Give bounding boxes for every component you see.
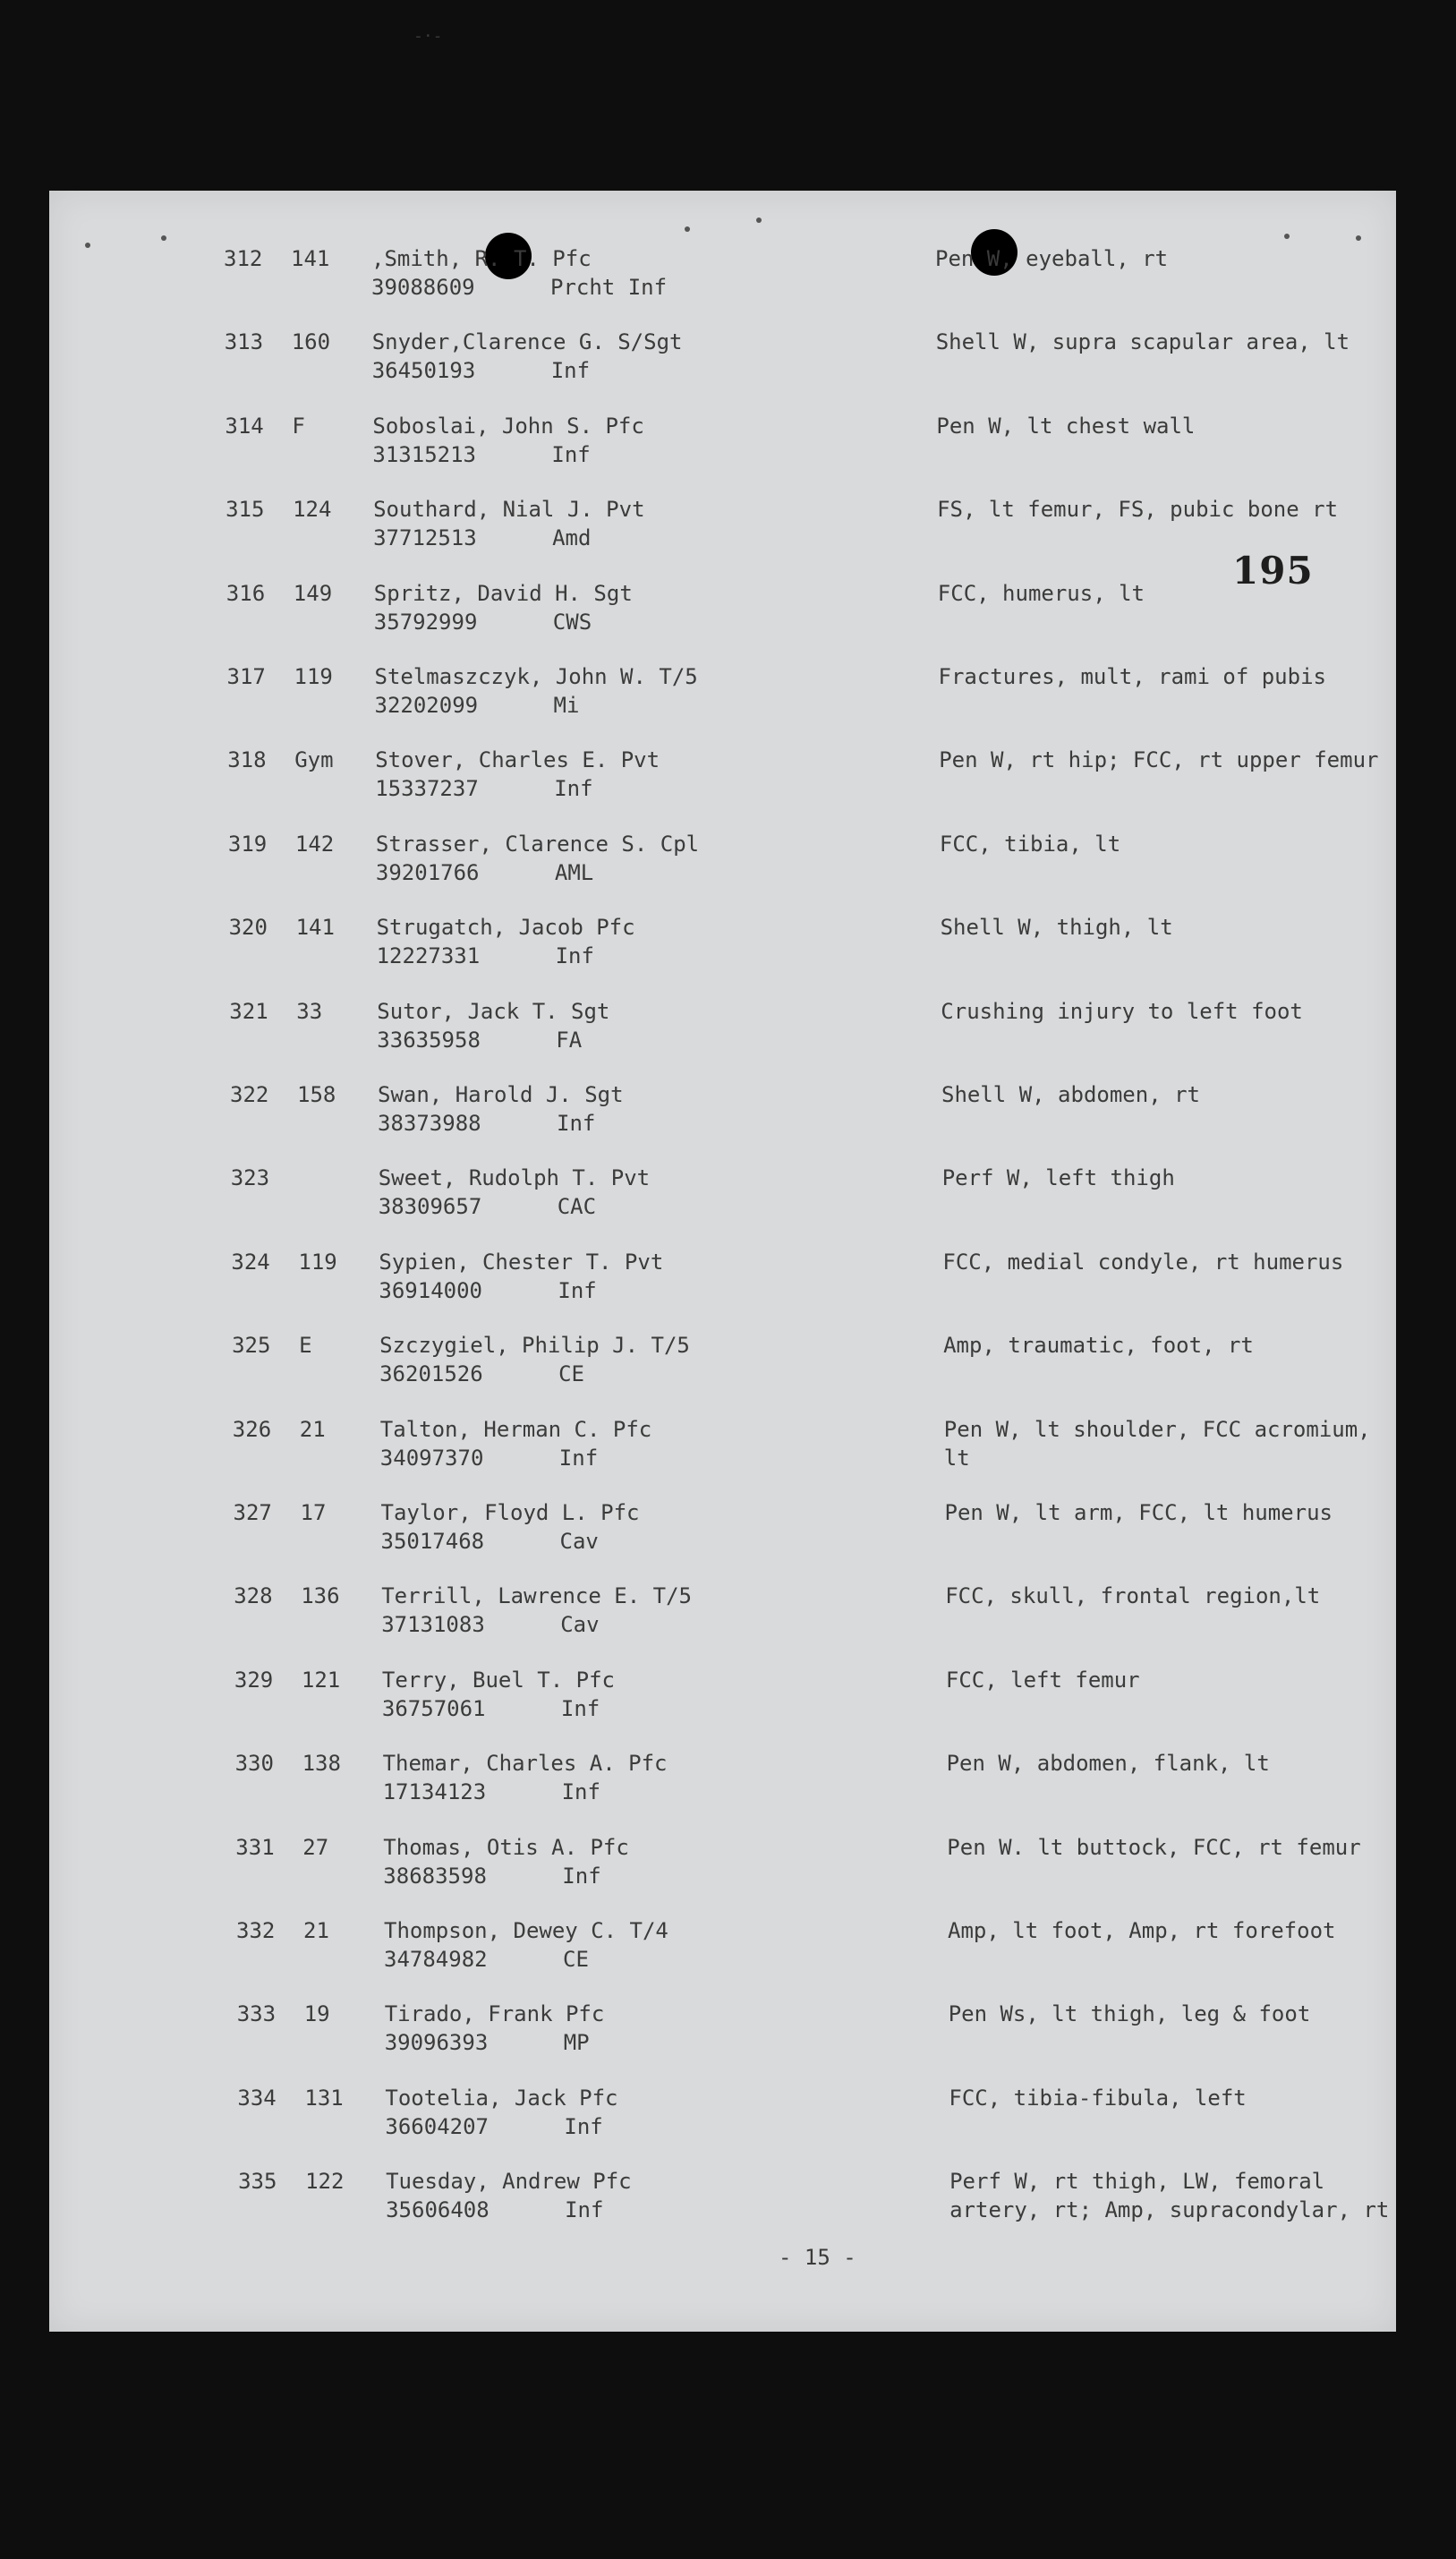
- record-branch: Inf: [557, 1111, 596, 1136]
- record-row: [55, 1080, 1402, 1163]
- record-sequence-number: 325: [232, 1333, 271, 1359]
- record-serial-number: 34097370: [379, 1445, 484, 1471]
- record-branch: FA: [556, 1027, 583, 1053]
- record-serial-number: 32202099: [374, 693, 479, 718]
- record-row: [50, 328, 1397, 410]
- record-diagnosis: FCC, left femur: [945, 1667, 1140, 1693]
- record-name: Tirado, Frank Pfc: [384, 2001, 605, 2027]
- record-diagnosis: FCC, medial condyle, rt humerus: [942, 1249, 1344, 1275]
- record-ward: 158: [297, 1082, 336, 1107]
- record-ward: 149: [293, 580, 333, 606]
- record-sequence-number: 330: [234, 1751, 274, 1777]
- record-row: [63, 2084, 1409, 2166]
- page-number: - 15 -: [779, 2245, 856, 2270]
- record-diagnosis: Fractures, mult, rami of pubis: [938, 664, 1326, 689]
- record-serial-number: 36201526: [379, 1361, 483, 1387]
- record-name: Stover, Charles E. Pvt: [375, 747, 660, 773]
- record-sequence-number: 320: [228, 915, 268, 941]
- record-name: Talton, Herman C. Pfc: [379, 1416, 652, 1442]
- record-ward: E: [299, 1333, 312, 1359]
- record-diagnosis: Pen W, lt arm, FCC, lt humerus: [944, 1500, 1333, 1525]
- record-diagnosis: Amp, lt foot, Amp, rt forefoot: [948, 1918, 1336, 1943]
- record-name: Terry, Buel T. Pfc: [381, 1667, 615, 1693]
- record-row: [58, 1415, 1405, 1497]
- document-sheet: [49, 191, 1396, 2332]
- record-branch: Inf: [558, 1277, 597, 1303]
- film-edge-mark: -·-: [413, 27, 443, 46]
- record-serial-number: 39096393: [384, 2030, 489, 2056]
- record-sequence-number: 335: [238, 2169, 277, 2195]
- speck: [1284, 234, 1290, 239]
- speck: [756, 218, 762, 223]
- record-branch: MP: [563, 2030, 590, 2056]
- record-ward: 17: [300, 1500, 327, 1525]
- record-sequence-number: 329: [234, 1667, 274, 1693]
- record-name: Taylor, Floyd L. Pfc: [380, 1500, 640, 1525]
- record-name: Tuesday, Andrew Pfc: [386, 2169, 632, 2195]
- record-ward: 21: [299, 1416, 326, 1442]
- record-row: [57, 1331, 1404, 1413]
- record-sequence-number: 321: [229, 998, 268, 1024]
- record-serial-number: 39201766: [375, 859, 480, 885]
- record-branch: Inf: [562, 1863, 601, 1889]
- record-sequence-number: 333: [236, 2001, 277, 2027]
- record-name: Thomas, Otis A. Pfc: [383, 1834, 629, 1860]
- record-serial-number: 38373988: [378, 1111, 481, 1136]
- record-row: [55, 997, 1401, 1079]
- record-diagnosis: Shell W, thigh, lt: [940, 915, 1173, 941]
- record-sequence-number: 324: [231, 1249, 270, 1275]
- record-ward: 19: [303, 2001, 330, 2027]
- record-sequence-number: 328: [234, 1583, 273, 1609]
- record-row: [54, 830, 1401, 912]
- record-diagnosis: Perf W, rt thigh, LW, femoral artery, rt; Amp, supracondylar, rt: [949, 2169, 1390, 2223]
- record-sequence-number: 327: [233, 1500, 272, 1525]
- record-diagnosis: FCC, tibia, lt: [939, 831, 1121, 857]
- record-name: Strasser, Clarence S. Cpl: [375, 831, 700, 857]
- record-ward: 138: [302, 1751, 341, 1777]
- record-row: [61, 1749, 1408, 1831]
- record-name: Sweet, Rudolph T. Pvt: [378, 1165, 651, 1191]
- record-serial-number: 38309657: [378, 1194, 482, 1220]
- record-ward: 33: [296, 998, 323, 1024]
- record-sequence-number: 315: [226, 497, 265, 523]
- record-name: Sypien, Chester T. Pvt: [379, 1249, 664, 1275]
- record-diagnosis: FCC, tibia-fibula, left: [949, 2085, 1247, 2111]
- record-sequence-number: 314: [225, 413, 264, 439]
- record-row: [53, 746, 1400, 828]
- speck: [685, 226, 690, 232]
- record-diagnosis: FCC, humerus, lt: [937, 580, 1145, 606]
- record-ward: 121: [301, 1667, 341, 1693]
- record-branch: Cav: [559, 1529, 599, 1554]
- record-ward: F: [292, 413, 305, 439]
- record-ward: 141: [291, 246, 330, 271]
- record-diagnosis: Pen W. lt buttock, FCC, rt femur: [947, 1834, 1361, 1860]
- record-diagnosis: Pen W, eyeball, rt: [935, 246, 1169, 271]
- record-name: Tootelia, Jack Pfc: [385, 2085, 618, 2111]
- record-sequence-number: 331: [235, 1834, 275, 1860]
- record-sequence-number: 334: [237, 2085, 277, 2111]
- record-name: Thompson, Dewey C. T/4: [384, 1918, 668, 1943]
- record-row: [63, 2000, 1409, 2082]
- record-name: Szczygiel, Philip J. T/5: [379, 1333, 690, 1359]
- record-row: [61, 1833, 1408, 1915]
- record-sequence-number: 317: [226, 664, 266, 689]
- record-serial-number: 35606408: [386, 2197, 490, 2223]
- record-diagnosis: Pen W, abdomen, flank, lt: [946, 1751, 1270, 1777]
- record-diagnosis: Pen Ws, lt thigh, leg & foot: [948, 2001, 1311, 2027]
- record-branch: Inf: [551, 441, 591, 467]
- record-serial-number: 38683598: [383, 1863, 487, 1889]
- record-branch: AML: [554, 859, 594, 885]
- record-sequence-number: 313: [224, 329, 264, 355]
- record-row: [53, 662, 1400, 745]
- record-row: [55, 913, 1401, 995]
- record-row: [49, 244, 1396, 327]
- record-branch: Inf: [565, 2197, 604, 2223]
- record-serial-number: 33635958: [377, 1027, 481, 1053]
- record-sequence-number: 326: [232, 1416, 272, 1442]
- record-ward: 119: [294, 664, 333, 689]
- record-row: [56, 1164, 1403, 1246]
- record-serial-number: 37131083: [381, 1612, 485, 1638]
- record-name: Southard, Nial J. Pvt: [373, 497, 645, 523]
- record-name: Stelmaszczyk, John W. T/5: [374, 664, 698, 689]
- record-row: [64, 2167, 1410, 2249]
- record-serial-number: 35017468: [380, 1529, 485, 1554]
- record-sequence-number: 312: [224, 246, 263, 271]
- record-diagnosis: FS, lt femur, FS, pubic bone rt: [937, 497, 1339, 523]
- record-diagnosis: Pen W, rt hip; FCC, rt upper femur: [939, 747, 1379, 773]
- record-branch: Inf: [564, 2113, 603, 2139]
- record-branch: Inf: [561, 1779, 600, 1805]
- record-row: [50, 412, 1397, 494]
- record-sequence-number: 332: [236, 1918, 276, 1943]
- record-ward: 119: [298, 1249, 337, 1275]
- record-serial-number: 36450193: [371, 358, 476, 384]
- record-ward: 141: [295, 915, 335, 941]
- record-ward: 131: [304, 2085, 344, 2111]
- record-branch: CE: [563, 1947, 589, 1972]
- record-ward: 21: [303, 1918, 329, 1943]
- record-serial-number: 31315213: [372, 441, 476, 467]
- record-ward: 122: [305, 2169, 345, 2195]
- record-ward: Gym: [294, 747, 334, 773]
- record-name: Sutor, Jack T. Sgt: [377, 998, 610, 1024]
- record-name: ,Smith, R. T. Pfc: [371, 246, 592, 271]
- record-branch: Inf: [555, 943, 594, 969]
- record-branch: Inf: [560, 1695, 600, 1721]
- record-row: [60, 1666, 1407, 1748]
- record-name: Themar, Charles A. Pfc: [382, 1751, 668, 1777]
- record-diagnosis: Perf W, left thigh: [941, 1165, 1175, 1191]
- record-row: [56, 1248, 1403, 1330]
- record-sequence-number: 316: [226, 580, 266, 606]
- record-diagnosis: Shell W, supra scapular area, lt: [935, 329, 1350, 355]
- record-sequence-number: 322: [230, 1082, 269, 1107]
- record-branch: Amd: [552, 525, 592, 551]
- record-name: Swan, Harold J. Sgt: [378, 1082, 624, 1107]
- record-branch: Inf: [554, 776, 593, 802]
- record-branch: CAC: [557, 1194, 597, 1220]
- record-row: [59, 1498, 1406, 1581]
- record-branch: CE: [558, 1361, 584, 1387]
- record-row: [59, 1582, 1406, 1664]
- record-serial-number: 35792999: [373, 609, 478, 635]
- record-diagnosis: Crushing injury to left foot: [941, 998, 1303, 1024]
- record-diagnosis: Shell W, abdomen, rt: [941, 1082, 1200, 1107]
- record-serial-number: 17134123: [382, 1779, 487, 1805]
- record-diagnosis: FCC, skull, frontal region,lt: [945, 1583, 1321, 1609]
- record-row: [62, 1916, 1409, 1999]
- record-branch: Prcht Inf: [550, 275, 668, 300]
- record-branch: CWS: [552, 609, 592, 635]
- record-name: Snyder,Clarence G. S/Sgt: [371, 329, 683, 355]
- record-name: Strugatch, Jacob Pfc: [376, 915, 635, 941]
- record-serial-number: 37712513: [373, 525, 477, 551]
- record-ward: 136: [301, 1583, 340, 1609]
- record-branch: Cav: [560, 1612, 600, 1638]
- record-sequence-number: 323: [230, 1165, 270, 1191]
- record-serial-number: 36757061: [381, 1695, 486, 1721]
- record-diagnosis: Amp, traumatic, foot, rt: [943, 1333, 1254, 1359]
- record-sequence-number: 319: [227, 831, 268, 857]
- record-serial-number: 15337237: [375, 776, 479, 802]
- record-serial-number: 12227331: [376, 943, 481, 969]
- record-diagnosis: Pen W, lt shoulder, FCC acromium, lt: [943, 1416, 1371, 1471]
- record-ward: 27: [302, 1834, 329, 1860]
- record-serial-number: 36914000: [379, 1277, 482, 1303]
- record-name: Spritz, David H. Sgt: [373, 580, 633, 606]
- speck: [161, 235, 166, 241]
- record-name: Terrill, Lawrence E. T/5: [381, 1583, 692, 1609]
- record-branch: Mi: [553, 693, 580, 718]
- record-sequence-number: 318: [227, 747, 267, 773]
- speck: [1356, 235, 1361, 241]
- record-ward: 142: [294, 831, 335, 857]
- record-ward: 124: [293, 497, 332, 523]
- record-serial-number: 34784982: [384, 1947, 488, 1972]
- record-diagnosis: Pen W, lt chest wall: [936, 413, 1196, 439]
- record-row: [51, 495, 1398, 577]
- record-row: [52, 579, 1399, 661]
- record-serial-number: 36604207: [385, 2113, 489, 2139]
- record-name: Soboslai, John S. Pfc: [372, 413, 644, 439]
- page-stamp-number: 195: [1232, 549, 1314, 593]
- record-serial-number: 39088609: [371, 275, 475, 300]
- record-branch: Inf: [558, 1445, 599, 1471]
- record-ward: 160: [291, 329, 331, 355]
- record-branch: Inf: [550, 358, 591, 384]
